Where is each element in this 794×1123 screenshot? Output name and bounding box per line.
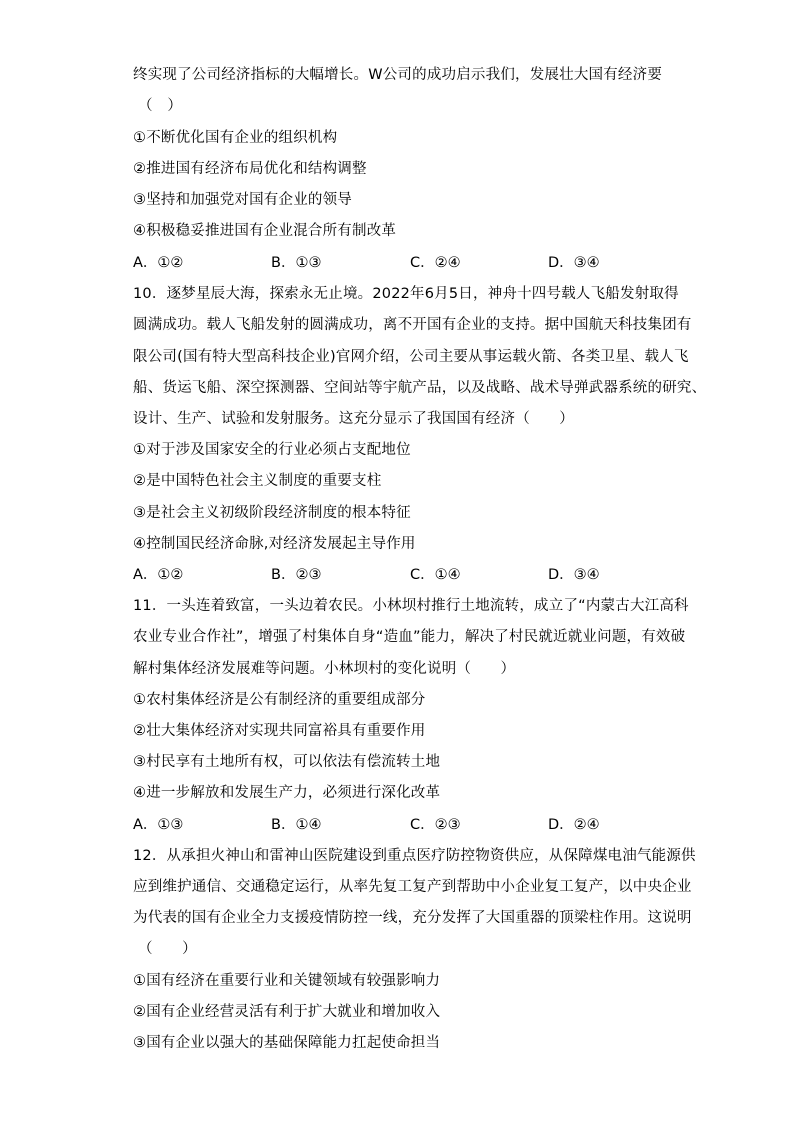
q11-option-1: ①农村集体经济是公有制经济的重要组成部分 xyxy=(133,692,426,708)
q11-stem-line-1: 11．一头连着致富，一头边着农民。小林坝村推行土地流转，成立了“内蒙古大江高科 xyxy=(133,598,689,614)
q12-option-1: ①国有经济在重要行业和关键领域有较强影响力 xyxy=(133,973,441,989)
q10-stem-line-4: 船、货运飞船、深空探测器、空间站等宇航产品，以及战略、战术导弹武器系统的研究、 xyxy=(133,380,707,396)
q11-option-2: ②壮大集体经济对实现共同富裕具有重要作用 xyxy=(133,723,426,739)
q10-stem-line-1: 10．逐梦星辰大海，探索永无止境。2022年6月5日，神舟十四号载人飞船发射取得 xyxy=(133,286,679,302)
q9-option-3: ③坚持和加强党对国有企业的领导 xyxy=(133,192,352,208)
q11-choice-b: B．①④ xyxy=(271,817,322,833)
q11-choices xyxy=(133,815,673,835)
q10-choice-a: A．①② xyxy=(133,567,184,583)
q10-choice-b: B．②③ xyxy=(271,567,322,583)
q12-stem-line-2: 应到维护通信、交通稳定运行，从率先复工复产到帮助中小企业复工复产，以中央企业 xyxy=(133,879,692,895)
q9-choices xyxy=(133,253,673,273)
q10-choice-c: C．①④ xyxy=(410,567,461,583)
q10-stem-line-5: 设计、生产、试验和发射服务。这充分显示了我国国有经济（ ） xyxy=(133,411,574,427)
q11-stem-line-2: 农业专业合作社”，增强了村集体自身“造血”能力，解决了村民就近就业问题，有效破 xyxy=(133,629,686,645)
q9-option-2: ②推进国有经济布局优化和结构调整 xyxy=(133,161,367,177)
q9-stem-line-1: 终实现了公司经济指标的大幅增长。W公司的成功启示我们，发展壮大国有经济要 xyxy=(133,67,663,83)
q9-choice-d: D．③④ xyxy=(548,255,600,271)
q11-choice-c: C．②③ xyxy=(410,817,461,833)
q9-choice-b: B．①③ xyxy=(271,255,322,271)
q11-stem-line-3: 解村集体经济发展难等问题。小林坝村的变化说明（ ） xyxy=(133,661,516,677)
q11-choice-d: D．②④ xyxy=(548,817,600,833)
q10-choice-d: D．③④ xyxy=(548,567,600,583)
q9-option-1: ①不断优化国有企业的组织机构 xyxy=(133,130,338,146)
q9-answer-bracket: （ ） xyxy=(138,98,183,114)
q10-stem-line-3: 限公司(国有特大型高科技企业)官网介绍，公司主要从事运载火箭、各类卫星、载人飞 xyxy=(133,349,689,365)
q12-option-2: ②国有企业经营灵活有利于扩大就业和增加收入 xyxy=(133,1004,441,1020)
q11-option-4: ④进一步解放和发展生产力，必须进行深化改革 xyxy=(133,785,441,801)
q10-option-4: ④控制国民经济命脉,对经济发展起主导作用 xyxy=(133,536,416,552)
q11-option-3: ③村民享有土地所有权，可以依法有偿流转土地 xyxy=(133,754,441,770)
q10-choices xyxy=(133,565,673,585)
q10-option-2: ②是中国特色社会主义制度的重要支柱 xyxy=(133,473,382,489)
q12-stem-line-1: 12．从承担火神山和雷神山医院建设到重点医疗防控物资供应，从保障煤电油气能源供 xyxy=(133,848,696,864)
q12-answer-bracket: （ ） xyxy=(138,941,197,957)
q10-option-3: ③是社会主义初级阶段经济制度的根本特征 xyxy=(133,505,411,521)
q10-stem-line-2: 圆满成功。载人飞船发射的圆满成功，离不开国有企业的支持。据中国航天科技集团有 xyxy=(133,317,692,333)
q12-stem-line-3: 为代表的国有企业全力支援疫情防控一线，充分发挥了大国重器的顶梁柱作用。这说明 xyxy=(133,910,692,926)
q11-choice-a: A．①③ xyxy=(133,817,184,833)
q10-option-1: ①对于涉及国家安全的行业必须占支配地位 xyxy=(133,442,411,458)
q12-option-3: ③国有企业以强大的基础保障能力扛起使命担当 xyxy=(133,1035,441,1051)
q9-choice-a: A．①② xyxy=(133,255,184,271)
q9-option-4: ④积极稳妥推进国有企业混合所有制改革 xyxy=(133,223,397,239)
q9-choice-c: C．②④ xyxy=(410,255,461,271)
